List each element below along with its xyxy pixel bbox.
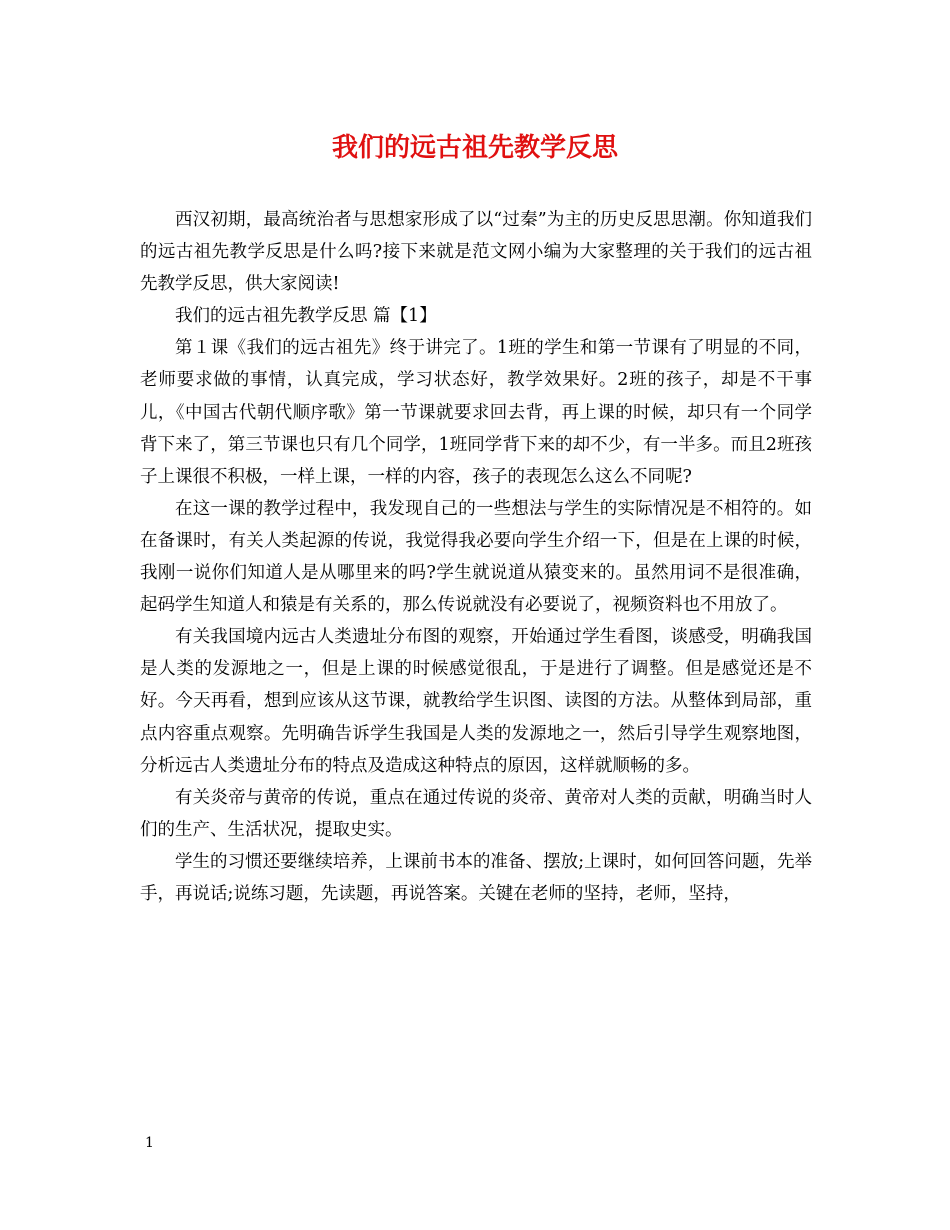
section-heading: 我们的远古祖先教学反思 篇【1】: [175, 306, 437, 327]
document-body: [140, 204, 812, 910]
paragraph: 有关炎帝与黄帝的传说，重点在通过传说的炎帝、黄帝对人类的贡献，明确当时人们的生产、生活状况，提取史实。: [140, 787, 812, 840]
paragraph-intro: 西汉初期，最高统治者与思想家形成了以“过秦”为主的历史反思思潮。你知道我们的远古祖先教学反思是什么吗?接下来就是范文网小编为大家整理的关于我们的远古祖先教学反思，供大家阅读!: [140, 210, 812, 295]
paragraph: 学生的习惯还要继续培养，上课前书本的准备、摆放;上课时，如何回答问题，先举手，再说话;说练习题，先读题，再说答案。关键在老师的坚持，老师，坚持，: [140, 851, 812, 904]
page-number: 1: [145, 1135, 154, 1151]
paragraph: 有关我国境内远古人类遗址分布图的观察，开始通过学生看图，谈感受，明确我国是人类的发源地之一，但是上课的时候感觉很乱，于是进行了调整。但是感觉还是不好。今天再看，想到应该从这节课，就教给学生识图、读图的方法。从整体到局部，重点内容重点观察。先明确告诉学生我国是人类的发源地之一，然后引导学生观察地图，分析远古人类遗址分布的特点及造成这种特点的原因，这样就顺畅的多。: [140, 627, 812, 776]
paragraph: 在这一课的教学过程中，我发现自己的一些想法与学生的实际情况是不相符的。如在备课时，有关人类起源的传说，我觉得我必要向学生介绍一下，但是在上课的时候，我刚一说你们知道人是从哪里来的吗?学生就说道从猿变来的。虽然用词不是很准确，起码学生知道人和猿是有关系的，那么传说就没有必要说了，视频资料也不用放了。: [140, 498, 812, 616]
paragraph: 第１课《我们的远古祖先》终于讲完了。1班的学生和第一节课有了明显的不同，老师要求做的事情，认真完成，学习状态好，教学效果好。2班的孩子，却是不干事儿，《中国古代朝代顺序歌》第一节课就要求回去背，再上课的时候，却只有一个同学背下来了，第三节课也只有几个同学，1班同学背下来的却不少，有一半多。而且2班孩子上课很不积极，一样上课，一样的内容，孩子的表现怎么这么不同呢?: [140, 338, 812, 487]
document-title: 我们的远古祖先教学反思: [331, 133, 618, 163]
